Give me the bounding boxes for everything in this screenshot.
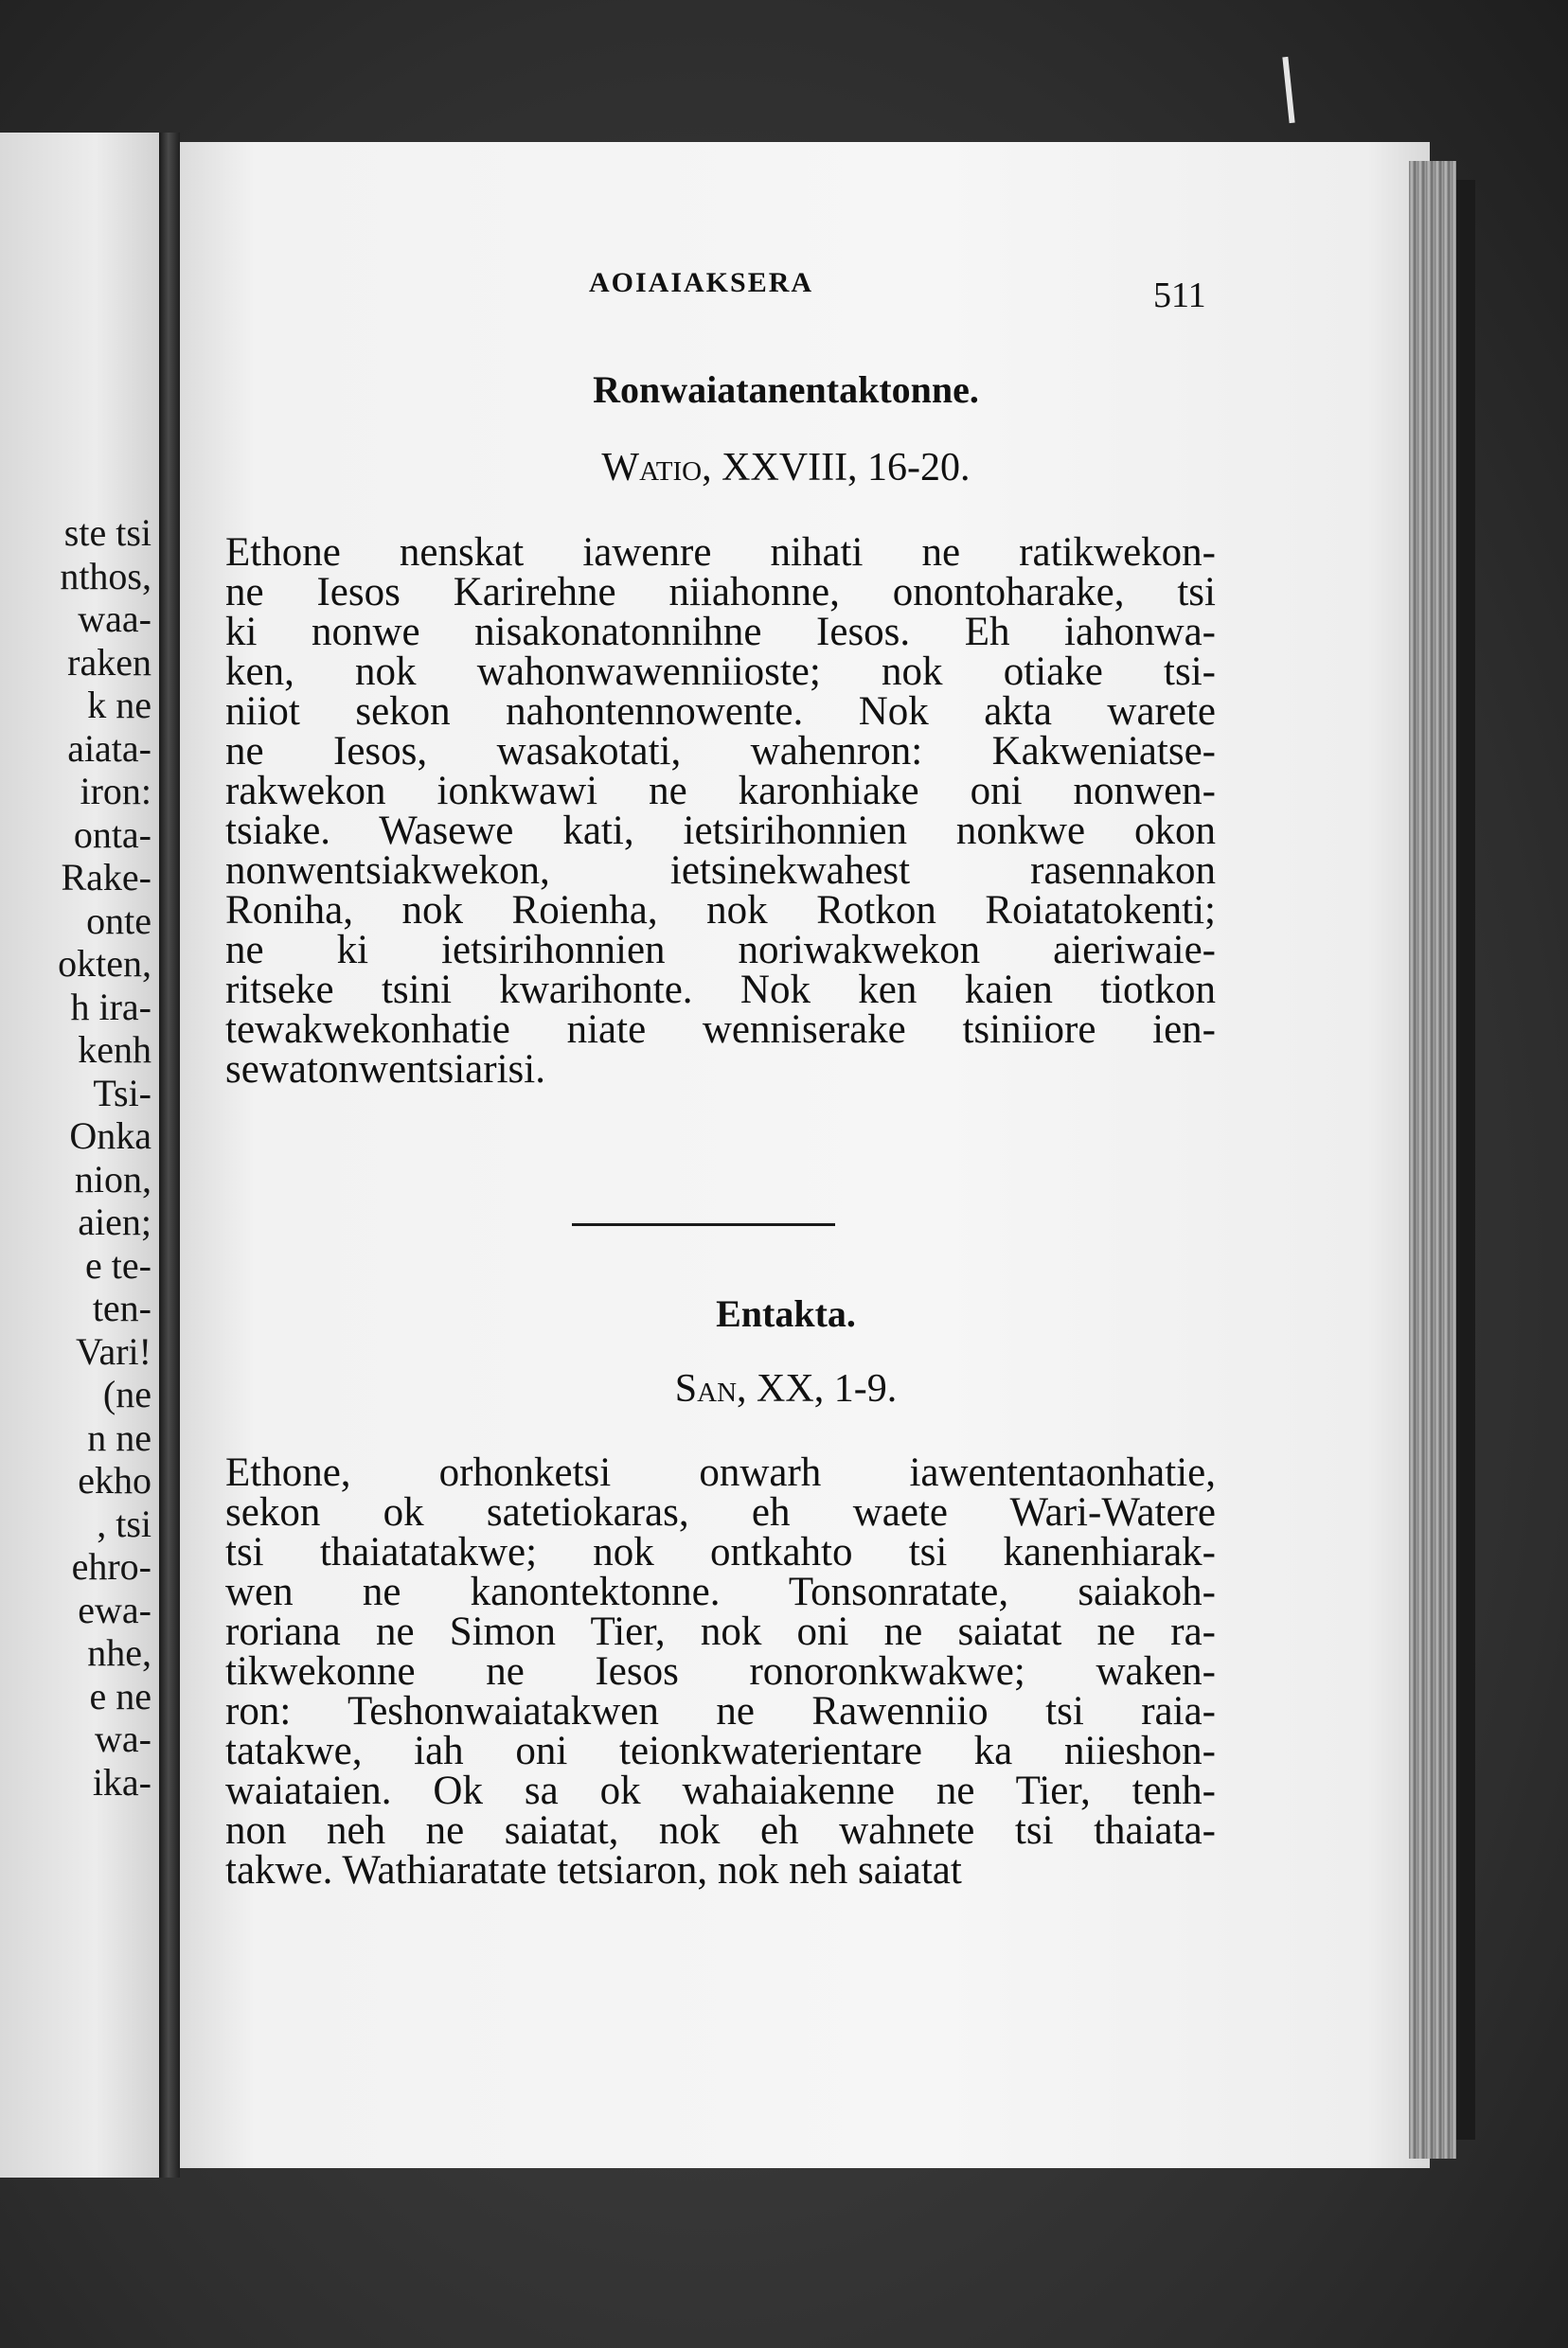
text-line: Ethone nenskat iawenre nihati ne ratikwekon- (225, 533, 1216, 573)
scripture-reference-1 (180, 445, 1392, 490)
text-line: ron: Teshonwaiatakwen ne Rawenniio tsi raia- (225, 1692, 1216, 1732)
facing-page-line: raken (67, 640, 151, 684)
facing-page-line: Vari! (76, 1329, 151, 1373)
text-line: ki nonwe nisakonatonnihne Iesos. Eh iahonwa- (225, 613, 1216, 652)
facing-page-line: ewa- (78, 1588, 151, 1631)
reference-book-2: San (674, 1367, 738, 1411)
facing-page-line: n ne (87, 1415, 151, 1459)
facing-page-text (0, 511, 151, 1804)
text-line: sewatonwentsiarisi. (225, 1050, 545, 1090)
text-line: ne Iesos, wasakotati, wahenron: Kakweniatse- (225, 732, 1216, 772)
facing-page-line: waa- (78, 597, 151, 640)
page-number: 511 (1153, 276, 1206, 315)
book-gutter (159, 133, 180, 2178)
text-line: wen ne kanontektonne. Tonsonratate, saiakoh- (225, 1573, 1216, 1612)
text-line: tsi thaiatatakwe; nok ontkahto tsi kanenhiarak- (225, 1533, 1216, 1573)
facing-page-line: aiata- (67, 726, 151, 770)
facing-page-line: Onka (69, 1114, 151, 1157)
facing-page-line: , tsi (97, 1502, 151, 1545)
text-line: tsiake. Wasewe kati, ietsirihonnien nonkwe okon (225, 811, 1216, 851)
page-edges (1409, 161, 1456, 2159)
facing-page-line: onta- (73, 812, 151, 856)
text-line: ritseke tsini kwarihonte. Nok ken kaien tiotkon (225, 970, 1216, 1010)
paragraph-1 (225, 533, 1216, 1090)
running-head: AOIAIAKSERA (589, 267, 814, 298)
facing-page-fragment (0, 133, 159, 2178)
text-line: tatakwe, iah oni teionkwaterientare ka niieshon- (225, 1732, 1216, 1771)
text-line: takwe. Wathiaratate tetsiaron, nok neh saiatat (225, 1851, 962, 1891)
text-line: ne ki ietsirihonnien noriwakwekon aieriwaie- (225, 931, 1216, 970)
facing-page-line: nthos, (60, 554, 151, 597)
facing-page-line: ten- (92, 1287, 151, 1329)
facing-page-line: ika- (92, 1760, 151, 1804)
text-line: Roniha, nok Roienha, nok Rotkon Roiatatokenti; (225, 891, 1216, 931)
text-line: sekon ok satetiokaras, eh waete Wari-Watere (225, 1493, 1216, 1533)
facing-page-line: nion, (74, 1157, 151, 1201)
scripture-reference-2 (180, 1366, 1392, 1412)
text-line: tewakwekonhatie niate wenniserake tsiniiore ien- (225, 1010, 1216, 1050)
facing-page-line: okten, (58, 942, 151, 985)
facing-page-line: aien; (78, 1201, 151, 1243)
text-line: non neh ne saiatat, nok eh wahnete tsi thaiata- (225, 1811, 1216, 1851)
facing-page-line: k ne (87, 684, 151, 726)
facing-page-line: Rake- (61, 856, 151, 898)
facing-page-line: ehro- (71, 1545, 151, 1588)
text-line: waiataien. Ok sa ok wahaiakenne ne Tier, tenh- (225, 1771, 1216, 1811)
text-line: ne Iesos Karirehne niiahonne, onontoharake, tsi (225, 573, 1216, 613)
text-line: tikwekonne ne Iesos ronoronkwakwe; waken- (225, 1652, 1216, 1692)
paragraph-2 (225, 1453, 1216, 1891)
facing-page-line: wa- (95, 1717, 151, 1760)
text-line: ken, nok wahonwawenniioste; nok otiake tsi- (225, 652, 1216, 692)
facing-page-line: e ne (89, 1674, 151, 1717)
facing-page-line: nhe, (87, 1631, 151, 1674)
text-line: niiot sekon nahontennowente. Nok akta warete (225, 692, 1216, 732)
text-line: roriana ne Simon Tier, nok oni ne saiatat ne ra- (225, 1612, 1216, 1652)
facing-page-line: iron: (80, 770, 151, 812)
reference-book-1: Watio (601, 446, 703, 489)
text-line: rakwekon ionkwawi ne karonhiake oni nonwen- (225, 772, 1216, 811)
facing-page-line: (ne (102, 1373, 151, 1415)
text-line: nonwentsiakwekon, ietsinekwahest rasennakon (225, 851, 1216, 891)
facing-page-line: onte (86, 898, 151, 942)
facing-page-line: e te- (85, 1243, 151, 1287)
section-title-2: Entakta. (716, 1292, 856, 1335)
book-edge-shadow (1456, 180, 1475, 2140)
reference-chapter-verses-2: , XX, 1-9. (737, 1367, 898, 1411)
facing-page-line: Tsi- (93, 1071, 151, 1114)
facing-page-line: ekho (78, 1459, 151, 1502)
section-title-1: Ronwaiatanentaktonne. (593, 368, 979, 411)
facing-page-line: h ira- (70, 985, 151, 1028)
section-divider (572, 1223, 835, 1226)
text-line: Ethone, orhonketsi onwarh iawententaonhatie, (225, 1453, 1216, 1493)
reference-chapter-verses-1: , XXVIII, 16-20. (702, 446, 971, 489)
facing-page-line: kenh (78, 1028, 151, 1071)
facing-page-line: ste tsi (63, 511, 151, 554)
